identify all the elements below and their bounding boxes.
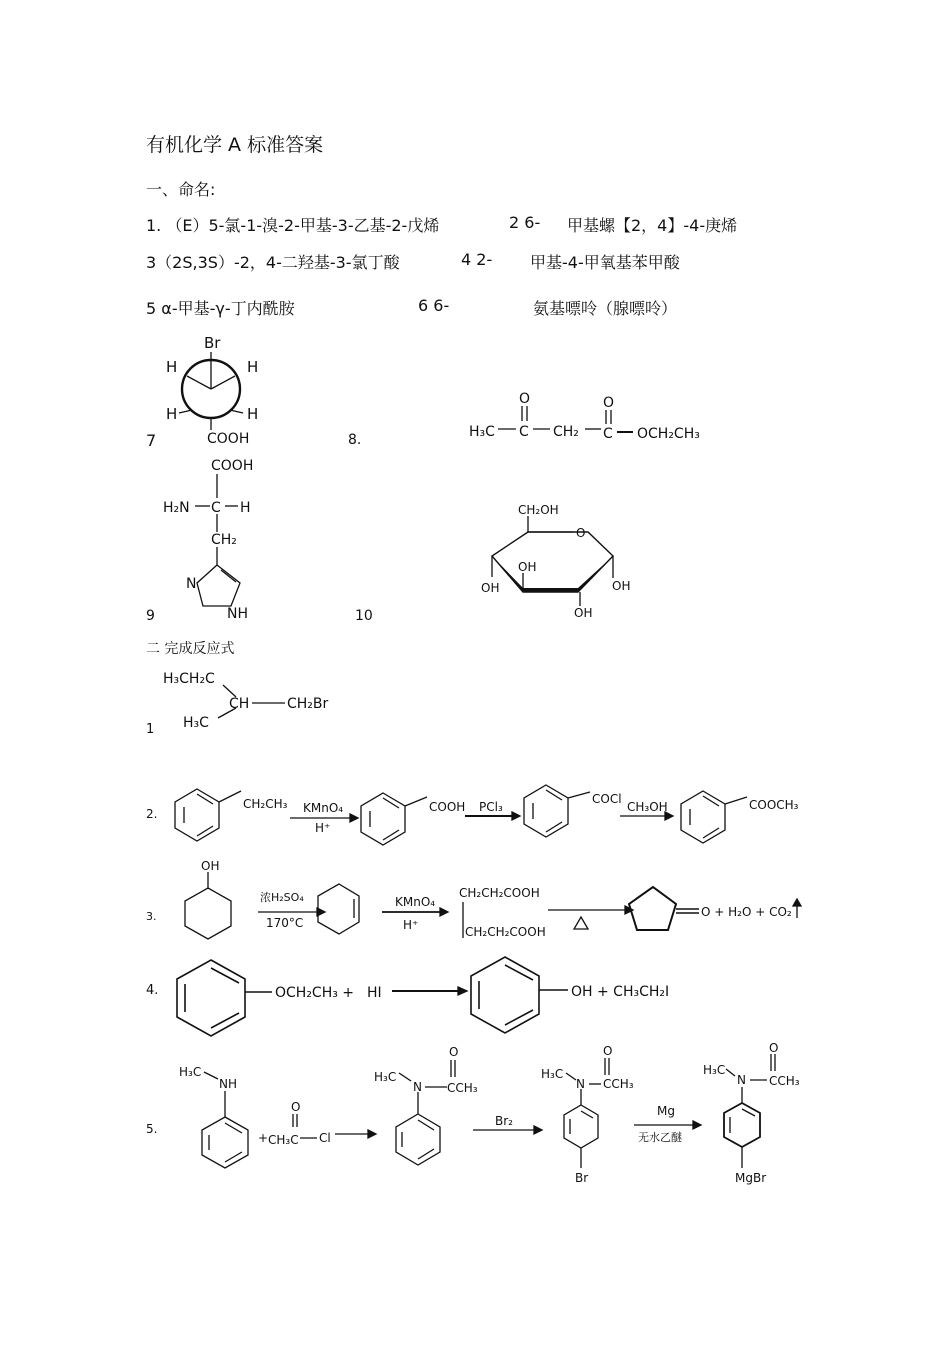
ketoester-h3c: H₃C bbox=[469, 424, 495, 440]
r5-cch3-d: CCH₃ bbox=[769, 1074, 800, 1088]
r5-h3c-d: H₃C bbox=[703, 1063, 726, 1077]
ketoester-o2: O bbox=[603, 395, 615, 411]
r1-num: 1 bbox=[146, 722, 155, 737]
answer-2-num: 2 6- bbox=[509, 213, 541, 232]
glc-oh-4: OH bbox=[481, 581, 500, 595]
answer-3: 3（2S,3S）-2，4-二羟基-3-氯丁酸 bbox=[146, 253, 400, 272]
r1-ch: CH bbox=[229, 696, 250, 712]
r2-ethyl: CH₂CH₃ bbox=[243, 797, 288, 811]
newman-h-ul: H bbox=[166, 358, 178, 376]
ketoester-o1: O bbox=[519, 391, 531, 407]
r3-temp: 170°C bbox=[266, 916, 304, 930]
r1-h3c: H₃C bbox=[183, 715, 209, 731]
answer-5: 5 α-甲基-γ-丁内酰胺 bbox=[146, 299, 295, 318]
r3-h2so4: 浓H₂SO₄ bbox=[260, 891, 304, 904]
r5-structures bbox=[202, 1054, 775, 1168]
newman-projection bbox=[179, 352, 243, 430]
his-c: C bbox=[211, 500, 221, 516]
r2-structures bbox=[175, 785, 747, 845]
r5-br: Br bbox=[575, 1171, 589, 1185]
answer-7-num: 7 bbox=[146, 431, 157, 450]
r3-products: O + H₂O + CO₂ bbox=[701, 905, 792, 919]
his-h: H bbox=[240, 500, 251, 516]
r5-br2: Br₂ bbox=[495, 1114, 513, 1128]
r5-nh: NH bbox=[219, 1077, 237, 1091]
r5-acyl: CH₃C bbox=[268, 1133, 299, 1147]
r3-diacid-2: CH₂CH₂COOH bbox=[465, 925, 546, 939]
r1-ch2br: CH₂Br bbox=[287, 696, 329, 712]
r5-h3c-c: H₃C bbox=[541, 1067, 564, 1081]
r5-mgbr: MgBr bbox=[735, 1171, 767, 1185]
glc-ring-o: O bbox=[576, 526, 586, 540]
r2-kmno4: KMnO₄ bbox=[303, 801, 344, 815]
r3-hplus: H⁺ bbox=[403, 918, 419, 932]
r1-h3ch2c: H₃CH₂C bbox=[163, 671, 215, 687]
r2-num: 2. bbox=[146, 807, 158, 821]
r3-num: 3. bbox=[146, 910, 157, 923]
answer-8-num: 8. bbox=[348, 432, 362, 448]
r5-h3c-a: H₃C bbox=[179, 1065, 202, 1079]
his-cooh: COOH bbox=[211, 458, 254, 474]
r5-num: 5. bbox=[146, 1122, 158, 1136]
r5-cch3-c: CCH₃ bbox=[603, 1077, 634, 1091]
answer-9-num: 9 bbox=[146, 608, 155, 624]
r5-o-a: O bbox=[291, 1100, 301, 1114]
r3-diacid-1: CH₂CH₂COOH bbox=[459, 886, 540, 900]
answer-4-num: 4 2- bbox=[461, 250, 493, 269]
r2-ch3oh: CH₃OH bbox=[627, 800, 668, 814]
ketoester-ch2: CH₂ bbox=[553, 424, 579, 440]
r5-cch3-b: CCH₃ bbox=[447, 1081, 478, 1095]
r2-cooch3: COOCH₃ bbox=[749, 798, 799, 812]
r5-n-b: N bbox=[413, 1080, 422, 1094]
answer-4-text: 甲基-4-甲氧基苯甲酸 bbox=[530, 253, 680, 272]
answer-6-text: 氨基嘌呤（腺嘌呤） bbox=[533, 299, 678, 318]
ketoester-c1: C bbox=[519, 424, 529, 440]
section-naming-heading: 一、命名: bbox=[146, 180, 216, 199]
his-ch2: CH₂ bbox=[211, 532, 237, 548]
his-h2n: H₂N bbox=[163, 500, 190, 516]
glc-oh-2: OH bbox=[574, 606, 593, 620]
r3-oh: OH bbox=[201, 859, 220, 873]
answer-10-num: 10 bbox=[355, 608, 373, 624]
newman-h-ur: H bbox=[247, 358, 259, 376]
r2-hplus: H⁺ bbox=[315, 821, 331, 835]
r4-ether: OCH₂CH₃ + bbox=[275, 985, 355, 1001]
ketoester-oet: OCH₂CH₃ bbox=[637, 426, 700, 442]
answer-1: 1. （E）5-氯-1-溴-2-甲基-3-乙基-2-戊烯 bbox=[146, 216, 440, 235]
r5-n-c: N bbox=[576, 1077, 585, 1091]
ketoester-c2: C bbox=[603, 426, 613, 442]
r3-kmno4: KMnO₄ bbox=[395, 895, 436, 909]
section-reactions-heading: 二 完成反应式 bbox=[146, 641, 235, 657]
r5-mg: Mg bbox=[657, 1104, 675, 1118]
newman-br: Br bbox=[204, 334, 221, 352]
r5-cl: Cl bbox=[319, 1131, 331, 1145]
r4-products: OH + CH₃CH₂I bbox=[571, 984, 670, 1000]
r4-hi: HI bbox=[367, 985, 382, 1001]
answer-2-text: 甲基螺【2，4】-4-庚烯 bbox=[567, 216, 738, 235]
newman-h-ll: H bbox=[166, 405, 178, 423]
r4-num: 4. bbox=[146, 983, 159, 998]
glc-oh-3: OH bbox=[518, 560, 537, 574]
page-title: 有机化学 A 标准答案 bbox=[146, 134, 324, 156]
r5-n-d: N bbox=[737, 1073, 746, 1087]
glc-oh-1: OH bbox=[612, 579, 631, 593]
r5-o-c: O bbox=[603, 1044, 613, 1058]
his-n: N bbox=[186, 576, 197, 592]
r2-pcl3: PCl₃ bbox=[479, 800, 503, 814]
r5-o-d: O bbox=[769, 1041, 779, 1055]
r5-plus: + bbox=[258, 1131, 269, 1145]
r5-h3c-b: H₃C bbox=[374, 1070, 397, 1084]
his-nh: NH bbox=[227, 606, 248, 622]
answer-6-num: 6 6- bbox=[418, 296, 450, 315]
r5-ether: 无水乙醚 bbox=[638, 1131, 682, 1144]
r2-cocl: COCl bbox=[592, 792, 622, 806]
newman-cooh: COOH bbox=[207, 431, 250, 447]
newman-h-lr: H bbox=[247, 405, 259, 423]
glucopyranose bbox=[492, 516, 613, 606]
r2-cooh: COOH bbox=[429, 800, 466, 814]
r5-o-b: O bbox=[449, 1045, 459, 1059]
glc-ch2oh: CH₂OH bbox=[518, 503, 559, 517]
